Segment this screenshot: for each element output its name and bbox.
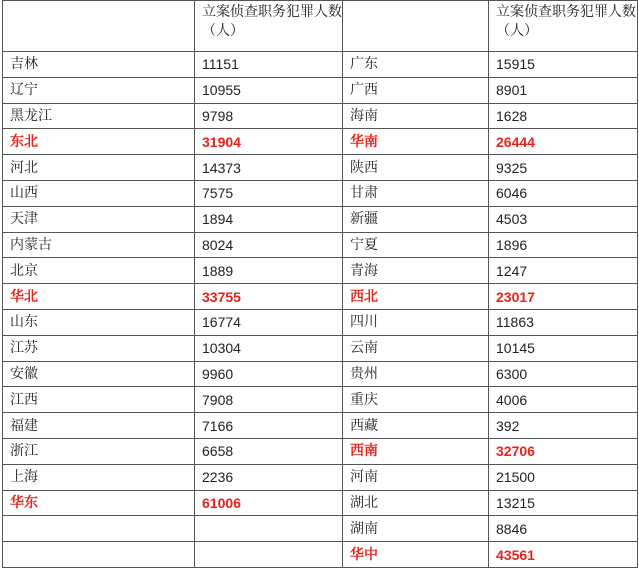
table-row [3, 309, 638, 335]
right-region-cell: 新疆 [343, 206, 489, 232]
table-row [3, 361, 638, 387]
right-region-cell: 西藏 [343, 413, 489, 439]
right-region-cell: 青海 [343, 258, 489, 284]
right-region-cell: 广东 [343, 52, 489, 78]
left-region-cell: 黑龙江 [3, 103, 195, 129]
left-count-cell: 9798 [195, 103, 343, 129]
left-count-cell: 1894 [195, 206, 343, 232]
table-row [3, 284, 638, 310]
right-region-cell: 华南 [343, 129, 489, 155]
left-count-cell: 31904 [195, 129, 343, 155]
header-left-region [3, 1, 195, 52]
right-region-cell: 云南 [343, 335, 489, 361]
right-count-cell: 6300 [489, 361, 638, 387]
right-count-cell: 11863 [489, 309, 638, 335]
right-count-cell: 23017 [489, 284, 638, 310]
left-count-cell: 9960 [195, 361, 343, 387]
right-count-cell: 1247 [489, 258, 638, 284]
table-body [3, 1, 638, 568]
left-count-cell: 11151 [195, 52, 343, 78]
left-count-cell: 16774 [195, 309, 343, 335]
right-count-cell: 4503 [489, 206, 638, 232]
right-count-cell: 10145 [489, 335, 638, 361]
table-row [3, 103, 638, 129]
right-region-cell: 贵州 [343, 361, 489, 387]
left-count-cell: 7166 [195, 413, 343, 439]
table-row [3, 542, 638, 568]
left-region-cell: 华北 [3, 284, 195, 310]
table-row [3, 464, 638, 490]
left-count-cell: 7908 [195, 387, 343, 413]
left-count-cell: 8024 [195, 232, 343, 258]
left-region-cell [3, 542, 195, 568]
right-count-cell: 8846 [489, 516, 638, 542]
right-count-cell: 32706 [489, 438, 638, 464]
table-row [3, 387, 638, 413]
left-count-cell: 1889 [195, 258, 343, 284]
left-region-cell: 东北 [3, 129, 195, 155]
table-row [3, 129, 638, 155]
right-region-cell: 广西 [343, 77, 489, 103]
left-region-cell: 江西 [3, 387, 195, 413]
left-count-cell: 10955 [195, 77, 343, 103]
table-header-row [3, 1, 638, 52]
left-region-cell: 河北 [3, 155, 195, 181]
table-row [3, 490, 638, 516]
right-region-cell: 湖南 [343, 516, 489, 542]
table-row [3, 180, 638, 206]
left-region-cell: 福建 [3, 413, 195, 439]
right-count-cell: 6046 [489, 180, 638, 206]
right-count-cell: 43561 [489, 542, 638, 568]
left-count-cell: 10304 [195, 335, 343, 361]
left-region-cell: 上海 [3, 464, 195, 490]
table-row [3, 52, 638, 78]
right-region-cell: 西南 [343, 438, 489, 464]
left-region-cell: 安徽 [3, 361, 195, 387]
table-row [3, 516, 638, 542]
crime-statistics-table [2, 0, 638, 568]
left-region-cell: 吉林 [3, 52, 195, 78]
left-region-cell: 华东 [3, 490, 195, 516]
header-right-region [343, 1, 489, 52]
left-count-cell [195, 542, 343, 568]
right-region-cell: 甘肃 [343, 180, 489, 206]
left-count-cell: 6658 [195, 438, 343, 464]
header-left-count: 立案侦查职务犯罪人数（人） [195, 1, 343, 52]
left-region-cell: 北京 [3, 258, 195, 284]
right-count-cell: 9325 [489, 155, 638, 181]
table-row [3, 335, 638, 361]
right-count-cell: 26444 [489, 129, 638, 155]
left-count-cell: 14373 [195, 155, 343, 181]
table-row [3, 232, 638, 258]
right-region-cell: 西北 [343, 284, 489, 310]
right-count-cell: 21500 [489, 464, 638, 490]
right-count-cell: 15915 [489, 52, 638, 78]
right-region-cell: 海南 [343, 103, 489, 129]
left-region-cell: 内蒙古 [3, 232, 195, 258]
left-region-cell: 天津 [3, 206, 195, 232]
right-count-cell: 1896 [489, 232, 638, 258]
left-count-cell: 2236 [195, 464, 343, 490]
left-count-cell: 61006 [195, 490, 343, 516]
left-region-cell: 山东 [3, 309, 195, 335]
right-region-cell: 重庆 [343, 387, 489, 413]
right-region-cell: 华中 [343, 542, 489, 568]
right-count-cell: 13215 [489, 490, 638, 516]
right-region-cell: 陕西 [343, 155, 489, 181]
table-row [3, 155, 638, 181]
left-region-cell: 辽宁 [3, 77, 195, 103]
right-count-cell: 392 [489, 413, 638, 439]
table-row [3, 77, 638, 103]
table-row [3, 206, 638, 232]
left-count-cell [195, 516, 343, 542]
left-region-cell: 江苏 [3, 335, 195, 361]
left-region-cell [3, 516, 195, 542]
header-right-count: 立案侦查职务犯罪人数（人） [489, 1, 638, 52]
right-region-cell: 宁夏 [343, 232, 489, 258]
table-row [3, 438, 638, 464]
table-row [3, 413, 638, 439]
table-row [3, 258, 638, 284]
right-count-cell: 8901 [489, 77, 638, 103]
right-region-cell: 河南 [343, 464, 489, 490]
right-count-cell: 4006 [489, 387, 638, 413]
right-count-cell: 1628 [489, 103, 638, 129]
left-region-cell: 山西 [3, 180, 195, 206]
left-count-cell: 7575 [195, 180, 343, 206]
left-count-cell: 33755 [195, 284, 343, 310]
left-region-cell: 浙江 [3, 438, 195, 464]
right-region-cell: 四川 [343, 309, 489, 335]
right-region-cell: 湖北 [343, 490, 489, 516]
